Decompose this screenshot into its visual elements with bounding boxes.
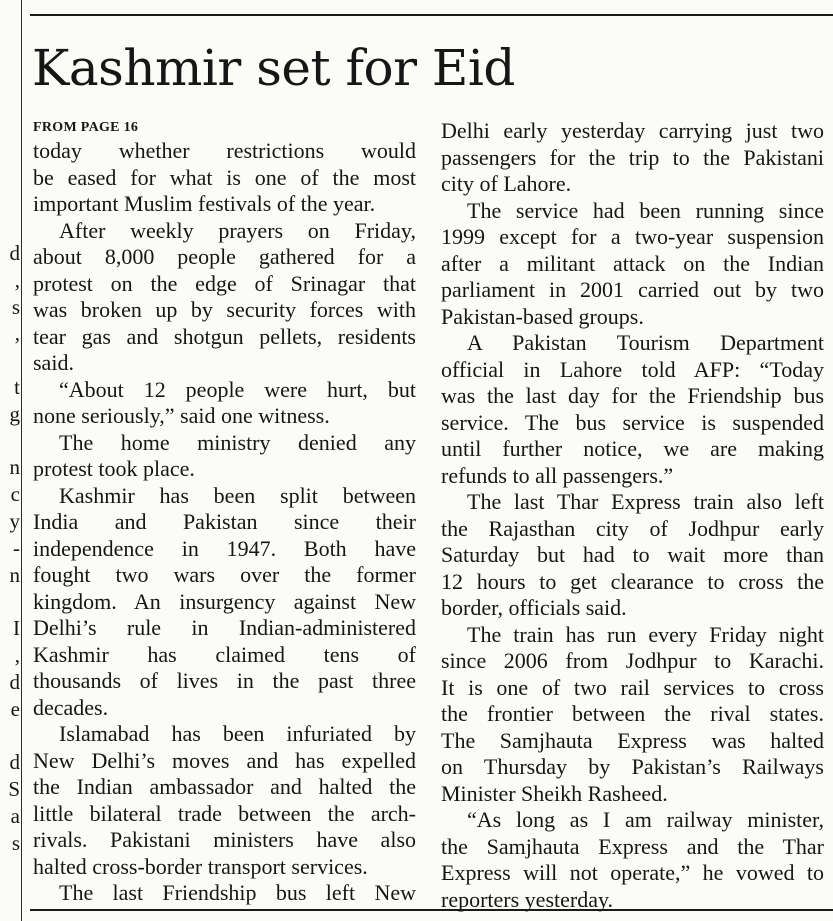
body-text-line: important Muslim festivals of the year. — [33, 191, 376, 216]
body-text-line: Express will not operate,” he vowed to — [441, 860, 824, 885]
body-text-line: “As long as I am railway minister, — [467, 807, 824, 832]
fragment-glyph: s — [11, 830, 20, 855]
fragment-glyph: d — [9, 241, 20, 265]
fragment-glyph: S — [8, 776, 20, 801]
body-text-line: kingdom. An insurgency against New — [33, 588, 416, 614]
body-text-line: After weekly prayers on Friday, — [59, 217, 416, 243]
fragment-glyph: n — [9, 455, 20, 480]
continuation-kicker: FROM PAGE 16 — [33, 120, 139, 135]
fragment-glyph: e — [10, 696, 20, 721]
body-text-line: said. — [33, 350, 74, 375]
fragment-glyph: c — [10, 482, 20, 507]
column-divider — [21, 0, 22, 921]
fragment-glyph: - — [13, 535, 20, 560]
body-text-line: service. The bus service is suspended — [441, 409, 824, 435]
body-text-line: none seriously,” said one witness. — [33, 403, 330, 428]
fragment-glyph: y — [9, 508, 20, 533]
body-text-line: The service had been running since — [467, 197, 824, 223]
body-text-line: Kashmir has claimed tens of — [33, 641, 416, 667]
body-text-line: parliament in 2001 carried out by two — [441, 277, 824, 302]
body-text-line: today whether restrictions would — [33, 138, 416, 163]
fragment-glyph: s — [11, 294, 20, 319]
article-column-right — [441, 118, 824, 913]
body-text-line: the Indian ambassador and halted the — [33, 774, 416, 799]
headline: Kashmir set for Eid — [32, 39, 515, 97]
fragment-glyph: a — [10, 803, 20, 828]
body-text-line: 12 hours to get clearance to cross the — [441, 568, 824, 594]
body-text-line: Saturday but had to wait more than — [441, 542, 824, 567]
body-text-line: border, officials said. — [441, 595, 627, 620]
fragment-glyph: t — [14, 374, 20, 399]
fragment-glyph: , — [14, 321, 20, 346]
body-text-line: protest took place. — [33, 456, 195, 481]
fragment-glyph — [0, 347, 20, 374]
body-text-line: reporters yesterday. — [441, 886, 614, 912]
body-text-line: passengers for the trip to the Pakistani — [441, 144, 824, 170]
body-text-line: 1999 except for a two-year suspension — [441, 224, 824, 249]
body-text-line: The last Friendship bus left New — [59, 880, 416, 905]
body-text-line: halted cross-border transport services. — [33, 853, 368, 879]
body-text-line: refunds to all passengers.” — [441, 462, 674, 488]
body-text-line: It is one of two rail services to cross — [441, 674, 824, 700]
article-column-left — [33, 118, 416, 907]
body-text-line: since 2006 from Jodhpur to Karachi. — [441, 648, 824, 673]
top-rule — [30, 14, 833, 16]
fragment-glyph — [0, 722, 20, 749]
fragment-glyph: d — [9, 750, 20, 775]
body-text-line: The Samjhauta Express was halted — [441, 727, 824, 753]
body-text-line: about 8,000 people gathered for a — [33, 244, 416, 269]
fragment-glyph — [0, 428, 20, 455]
fragment-glyph: , — [14, 267, 20, 292]
body-text-line: rivals. Pakistani ministers have also — [33, 827, 416, 852]
body-text-line: The train has run every Friday night — [467, 621, 824, 647]
body-text-line: India and Pakistan since their — [33, 509, 416, 534]
body-text-line: the Rajasthan city of Jodhpur early — [441, 515, 824, 541]
body-text-line: decades. — [33, 694, 109, 720]
body-text-line: Pakistan-based groups. — [441, 303, 644, 329]
body-text-line: The home ministry denied any — [59, 429, 416, 455]
body-text-line: Delhi’s rule in Indian-administered — [33, 615, 416, 640]
bottom-rule — [30, 909, 833, 911]
body-text-line: the Samjhauta Express and the Thar — [441, 833, 824, 859]
fragment-glyph: I — [13, 616, 20, 641]
adjacent-column-fragment — [0, 240, 20, 856]
body-text-line: A Pakistan Tourism Department — [467, 330, 824, 355]
body-text-line: city of Lahore. — [441, 171, 572, 196]
body-text-line: The last Thar Express train also left — [467, 489, 824, 514]
body-text-line: little bilateral trade between the arch- — [33, 800, 416, 826]
body-text-line: the frontier between the rival states. — [441, 701, 824, 726]
fragment-glyph — [0, 588, 20, 615]
body-text-line: until further notice, we are making — [441, 436, 824, 461]
body-text-line: was the last day for the Friendship bus — [441, 383, 824, 408]
fragment-glyph: g — [9, 401, 20, 426]
body-text-line: “About 12 people were hurt, but — [59, 376, 416, 402]
fragment-glyph: d — [9, 669, 20, 694]
fragment-glyph: n — [9, 562, 20, 587]
body-text-line: official in Lahore told AFP: “Today — [441, 356, 824, 382]
body-text-line: Kashmir has been split between — [59, 482, 416, 508]
body-text-line: Delhi early yesterday carrying just two — [441, 118, 824, 143]
body-text-line: thousands of lives in the past three — [33, 668, 416, 693]
body-text-line: be eased for what is one of the most — [33, 164, 416, 190]
body-text-line: after a militant attack on the Indian — [441, 250, 824, 276]
body-text-line: was broken up by security forces with — [33, 297, 416, 322]
body-text-line: independence in 1947. Both have — [33, 535, 416, 561]
body-text-line: tear gas and shotgun pellets, residents — [33, 323, 416, 349]
body-text-line: Minister Sheikh Rasheed. — [441, 780, 668, 806]
body-text-line: New Delhi’s moves and has expelled — [33, 747, 416, 773]
fragment-glyph: , — [14, 642, 20, 667]
body-text-line: fought two wars over the former — [33, 562, 416, 587]
body-text-line: protest on the edge of Srinagar that — [33, 270, 416, 296]
body-text-line: Islamabad has been infuriated by — [59, 721, 416, 746]
body-text-line: on Thursday by Pakistan’s Railways — [441, 754, 824, 779]
